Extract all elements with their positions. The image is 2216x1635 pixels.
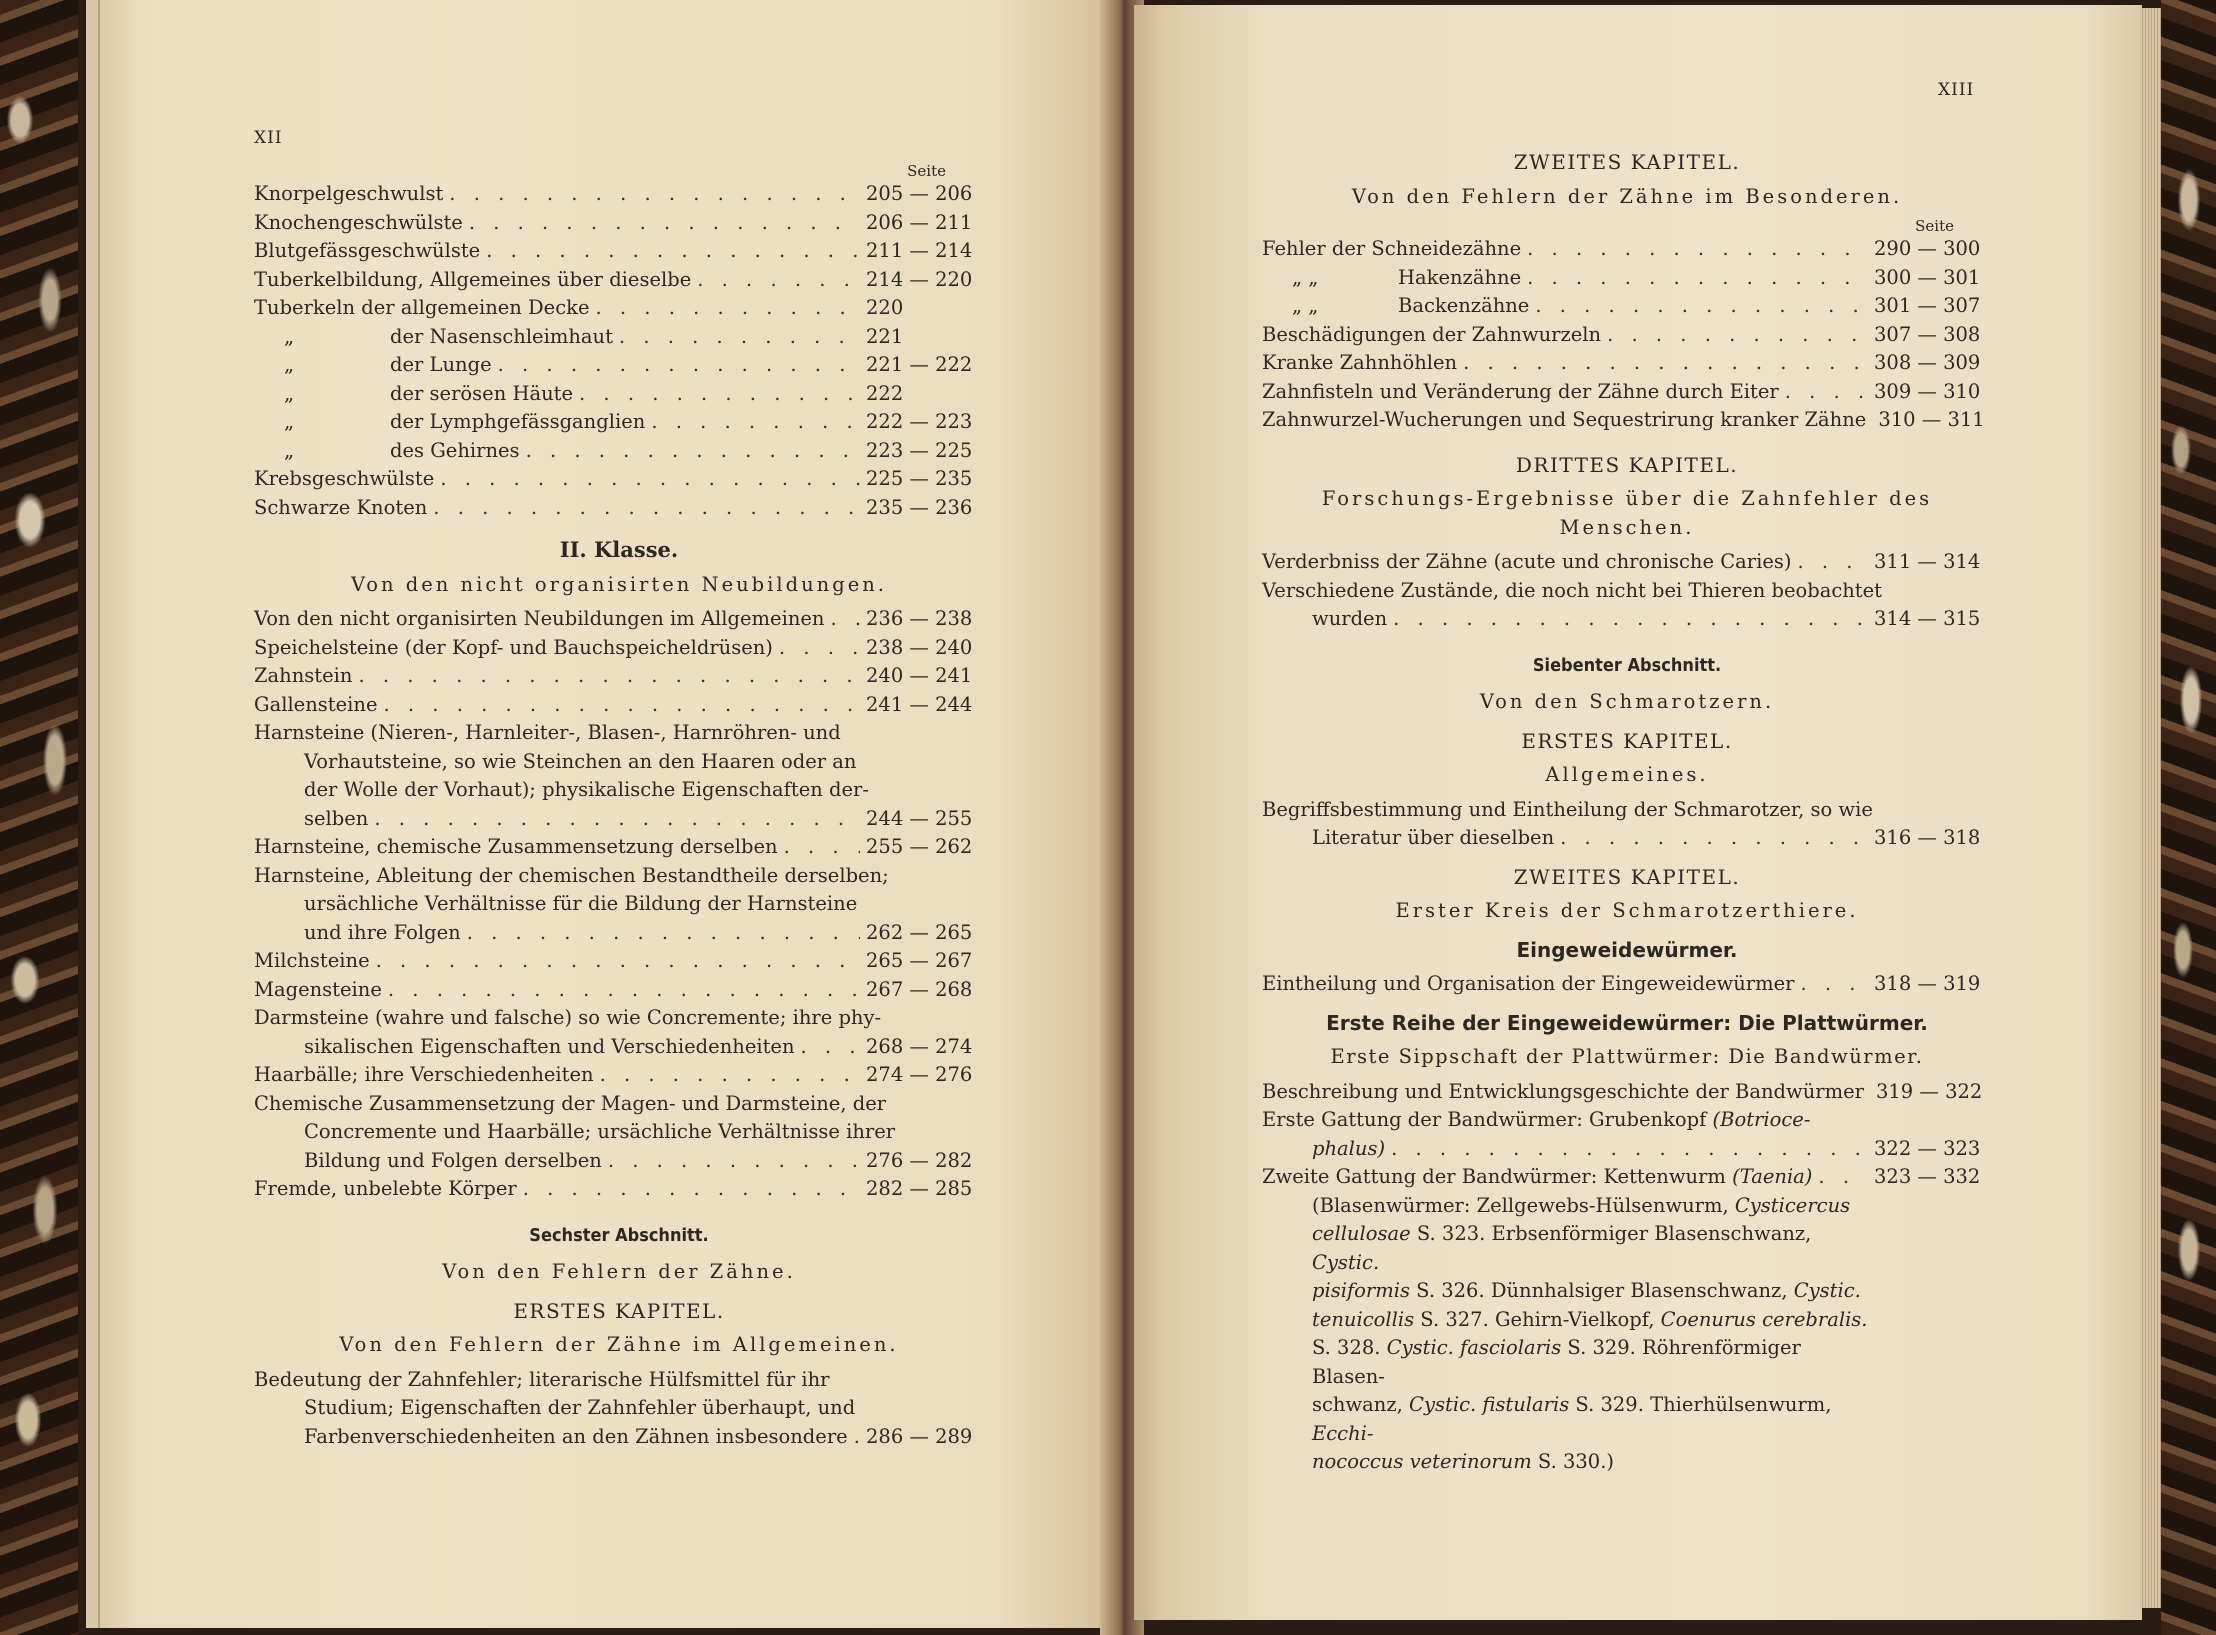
- entry-line: Bedeutung der Zahnfehler; literarische Hülfsmittel für ihr: [254, 1367, 830, 1391]
- text-plain: S. 329. Thierhülsenwurm,: [1569, 1393, 1832, 1416]
- entry-text: der Nasenschleimhaut: [390, 324, 613, 348]
- entry-italic: phalus): [1312, 1136, 1386, 1160]
- page-range: 222 — 223: [866, 410, 973, 433]
- leader-dots: [779, 634, 860, 663]
- ditto-mark: „: [284, 353, 295, 376]
- leader-dots: [608, 1147, 860, 1176]
- entry-line: und ihre Folgen: [304, 920, 461, 944]
- class-heading: II. Klasse.: [559, 537, 679, 562]
- toc-entry: [254, 351, 984, 380]
- series-heading: Erste Reihe der Eingeweidewürmer: Die Plattwürmer.: [1326, 1010, 1928, 1035]
- family-heading: Erste Sippschaft der Plattwürmer: Die Bandwürmer.: [1330, 1045, 1924, 1068]
- text-plain: S. 323. Erbsenförmiger Blasenschwanz,: [1410, 1222, 1812, 1245]
- toc-entry: [1262, 406, 1992, 435]
- leader-dots: [830, 605, 860, 634]
- circle-heading: Erster Kreis der Schmarotzerthiere.: [1395, 899, 1859, 922]
- entry-text: Beschreibung und Entwicklungsgeschichte der Bandwürmer: [1262, 1079, 1864, 1103]
- text-italic: nococcus veterinorum: [1312, 1450, 1532, 1473]
- entry-text: Hakenzähne: [1398, 265, 1522, 289]
- entry-text: Knorpelgeschwulst: [254, 182, 444, 205]
- entry-text: der Lymphgefässganglien: [390, 410, 646, 433]
- leader-dots: [854, 1423, 860, 1452]
- page-range: 319 — 322: [1875, 1079, 1983, 1103]
- toc-entry-harnsteine-1: [254, 719, 984, 833]
- text-plain: S. 326. Dünnhalsiger Blasenschwanz,: [1409, 1279, 1794, 1302]
- leader-dots: [1391, 1135, 1868, 1164]
- leader-dots: [486, 237, 860, 266]
- text-plain: S. 327. Gehirn-Vielkopf,: [1414, 1307, 1661, 1331]
- toc-entry-eintheilung: [1262, 970, 1992, 999]
- toc-entry-harnsteine-2: [254, 833, 984, 862]
- leader-dots: [523, 1175, 860, 1204]
- leader-dots: [433, 494, 860, 523]
- page-range: 274 — 276: [866, 1063, 973, 1086]
- entry-text: Fremde, unbelebte Körper: [254, 1177, 517, 1200]
- entry-text: Haarbälle; ihre Verschiedenheiten: [254, 1063, 594, 1086]
- page-range: 240 — 241: [866, 664, 973, 687]
- page-edges: [2140, 8, 2162, 1608]
- toc-entry-bedeutung: [254, 1366, 984, 1452]
- leader-dots: [1393, 605, 1868, 634]
- leader-dots: [1527, 235, 1868, 264]
- section-heading: Sechster Abschnitt.: [529, 1224, 709, 1246]
- toc-entry: [254, 494, 984, 523]
- entry-text: Magensteine: [254, 977, 382, 1001]
- page-range: 220: [866, 296, 904, 319]
- leader-dots: [469, 209, 860, 238]
- entry-text: Fehler der Schneidezähne: [1262, 237, 1522, 260]
- page-range: 265 — 267: [866, 949, 973, 972]
- leader-dots: [1800, 970, 1868, 999]
- seite-label: Seite: [1915, 217, 1954, 235]
- entry-text: der serösen Häute: [390, 381, 574, 405]
- entry-text: Zweite Gattung der Bandwürmer: Kettenwurm: [1262, 1165, 1733, 1188]
- text-italic: Cystic.: [1312, 1250, 1380, 1274]
- page-range: 238 — 240: [866, 635, 973, 659]
- entry-text: Gallensteine: [254, 692, 378, 716]
- page-range: 307 — 308: [1874, 322, 1981, 346]
- entry-line: Vorhautsteine, so wie Steinchen an den Haaren oder an: [304, 749, 857, 773]
- entry-text: Schwarze Knoten: [254, 495, 428, 519]
- toc-entry-fremde: [254, 1175, 984, 1204]
- entry-text: Blutgefässgeschwülste: [254, 239, 481, 262]
- toc-entry-harnsteine-3: [254, 862, 984, 948]
- page-range: 290 — 300: [1874, 237, 1981, 260]
- chapter-subheading: Menschen.: [1559, 515, 1695, 539]
- ditto-mark: „ „: [1292, 294, 1319, 317]
- entry-line: Farbenverschiedenheiten an den Zähnen insbesondere: [304, 1424, 848, 1448]
- toc-entry: [254, 266, 984, 295]
- toc-entry: [254, 437, 984, 466]
- entry-line: Chemische Zusammensetzung der Magen- und Darmsteine, der: [254, 1091, 887, 1115]
- seite-label: Seite: [907, 162, 946, 180]
- leader-dots: [1463, 349, 1868, 378]
- entry-text: Zahnwurzel-Wucherungen und Sequestrirung kranker Zähne: [1262, 408, 1867, 431]
- entry-text: Milchsteine: [254, 949, 370, 972]
- leader-dots: [1560, 824, 1868, 853]
- ditto-mark: „ „: [1292, 265, 1319, 289]
- page-range: 314 — 315: [1874, 607, 1981, 630]
- entry-text: Harnsteine, chemische Zusammensetzung derselben: [254, 835, 778, 858]
- leader-dots: [440, 465, 860, 494]
- marbled-binding-left: [0, 0, 78, 1635]
- entry-line: Studium; Eigenschaften der Zahnfehler überhaupt, und: [304, 1396, 856, 1419]
- chapter-subheading: Von den Fehlern der Zähne im Allgemeinen.: [339, 1333, 899, 1356]
- ditto-mark: „: [284, 410, 295, 433]
- leader-dots: [384, 691, 861, 720]
- page-range: 318 — 319: [1874, 972, 1981, 995]
- entry-line: Darmsteine (wahre und falsche) so wie Concremente; ihre phy-: [254, 1006, 882, 1029]
- right-toc-column: [1262, 70, 1992, 1477]
- entry-line: Verschiedene Zustände, die noch nicht bei Thieren beobachtet: [1262, 578, 1883, 602]
- section-subheading: Von den Fehlern der Zähne.: [442, 1260, 796, 1283]
- ditto-mark: „: [284, 324, 295, 348]
- leader-dots: [1818, 1163, 1868, 1192]
- text-plain: S. 328.: [1312, 1336, 1387, 1359]
- class-subheading: Von den nicht organisirten Neubildungen.: [350, 572, 888, 596]
- page-range: 323 — 332: [1874, 1165, 1981, 1188]
- toc-entry: [1262, 292, 1992, 321]
- page-range: 310 — 311: [1878, 408, 1985, 431]
- right-page-number: XIII: [1938, 80, 1975, 100]
- toc-entry: [254, 662, 984, 691]
- toc-entry: [254, 691, 984, 720]
- page-range: 214 — 220: [866, 267, 973, 291]
- toc-entry: [254, 408, 984, 437]
- entry-text: Verderbniss der Zähne (acute und chronische Caries): [1262, 550, 1792, 573]
- toc-entry-erste-gattung: [1262, 1106, 1992, 1163]
- section-heading: Siebenter Abschnitt.: [1532, 654, 1722, 676]
- leader-dots: [651, 408, 860, 437]
- page-range: 276 — 282: [866, 1148, 973, 1172]
- leader-dots: [619, 323, 860, 352]
- left-toc-column: [254, 122, 984, 1451]
- entry-text: Tuberkelbildung, Allgemeines über dieselbe: [254, 267, 692, 291]
- entry-text: Krebsgeschwülste: [254, 467, 435, 490]
- toc-entry-chemische: [254, 1090, 984, 1176]
- toc-entry: [254, 180, 984, 209]
- page-range: 301 — 307: [1874, 294, 1981, 317]
- leader-dots: [467, 919, 860, 948]
- text-italic: Cystic. fasciolaris: [1386, 1336, 1562, 1359]
- leader-dots: [449, 180, 860, 209]
- text-italic: pisiformis: [1312, 1279, 1410, 1302]
- chapter-heading: DRITTES KAPITEL.: [1515, 452, 1739, 477]
- group-heading: Eingeweidewürmer.: [1516, 937, 1738, 962]
- page-range: 236 — 238: [866, 607, 973, 630]
- page-range: 311 — 314: [1874, 550, 1981, 573]
- text-italic: Cystic. fistularis: [1409, 1393, 1570, 1416]
- page-range: 235 — 236: [866, 495, 973, 519]
- entry-italic: (Botrioce-: [1712, 1108, 1811, 1131]
- page-range: 222: [866, 381, 904, 405]
- page-range: 221: [866, 324, 904, 348]
- leader-dots: [498, 351, 860, 380]
- toc-entry-begriff: [1262, 796, 1992, 853]
- leader-dots: [1797, 548, 1868, 577]
- entry-line: selben: [304, 806, 369, 830]
- chapter-subheading: Allgemeines.: [1545, 763, 1709, 786]
- page-range: 268 — 274: [866, 1034, 973, 1058]
- toc-entry: [254, 947, 984, 976]
- page-range: 241 — 244: [866, 692, 973, 716]
- toc-entry-zweite-gattung: [1262, 1163, 1992, 1192]
- page-range: 308 — 309: [1874, 351, 1981, 374]
- page-range: 211 — 214: [866, 239, 973, 262]
- entry-text: Eintheilung und Organisation der Eingeweidewürmer: [1262, 972, 1795, 995]
- page-range: 309 — 310: [1874, 379, 1981, 403]
- toc-entry: [1262, 349, 1992, 378]
- entry-italic: (Taenia): [1732, 1165, 1813, 1188]
- toc-entry-verschiedene: [1262, 577, 1992, 634]
- leader-dots: [1607, 321, 1868, 350]
- entry-text: der Lunge: [390, 353, 492, 376]
- toc-entry: [254, 323, 984, 352]
- toc-entry-verderbniss: [1262, 548, 1992, 577]
- entry-line: Bildung und Folgen derselben: [304, 1148, 602, 1172]
- toc-entry: [254, 465, 984, 494]
- page-range: 221 — 222: [866, 353, 973, 376]
- entry-line: wurden: [1312, 607, 1388, 630]
- entry-line: Erste Gattung der Bandwürmer: Grubenkopf: [1262, 1108, 1713, 1131]
- toc-entry: [1262, 235, 1992, 264]
- entry-text: Von den nicht organisirten Neubildungen im Allgemeinen: [254, 607, 825, 630]
- entry-text: Speichelsteine (der Kopf- und Bauchspeicheldrüsen): [254, 635, 773, 659]
- toc-entry: [254, 237, 984, 266]
- text-italic: tenuicollis: [1312, 1307, 1415, 1331]
- toc-entry: [1262, 321, 1992, 350]
- entry-text: Tuberkeln der allgemeinen Decke: [254, 296, 590, 319]
- entry-line: ursächliche Verhältnisse für die Bildung der Harnsteine: [304, 892, 858, 915]
- page-range: 262 — 265: [866, 920, 973, 944]
- entry-text: Zahnfisteln und Veränderung der Zähne durch Eiter: [1262, 379, 1779, 403]
- page-range: 322 — 323: [1874, 1136, 1981, 1160]
- page-range: 316 — 318: [1874, 826, 1981, 849]
- toc-entry: [1262, 378, 1992, 407]
- blasenwurmer-block: [1262, 1192, 1992, 1477]
- leader-dots: [376, 947, 860, 976]
- leader-dots: [784, 833, 860, 862]
- leader-dots: [374, 805, 860, 834]
- leader-dots: [1535, 292, 1868, 321]
- page-range: 300 — 301: [1874, 265, 1981, 289]
- leader-dots: [358, 662, 860, 691]
- toc-entry-haarballe: [254, 1061, 984, 1090]
- leader-dots: [596, 294, 861, 323]
- entry-line: Harnsteine (Nieren-, Harnleiter-, Blasen-, Harnröhren- und: [254, 721, 841, 744]
- entry-text: des Gehirnes: [390, 438, 520, 462]
- entry-line: Begriffsbestimmung und Eintheilung der Schmarotzer, so wie: [1262, 797, 1873, 821]
- toc-entry: [254, 605, 984, 634]
- entry-text: Beschädigungen der Zahnwurzeln: [1262, 322, 1602, 346]
- text-plain: schwanz,: [1312, 1393, 1410, 1416]
- entry-text: Backenzähne: [1398, 294, 1530, 317]
- chapter-subheading: Forschungs-Ergebnisse über die Zahnfehler des: [1321, 487, 1933, 510]
- entry-text: Zahnstein: [254, 664, 353, 687]
- chapter-heading: ZWEITES KAPITEL.: [1513, 150, 1741, 174]
- leader-dots: [697, 266, 860, 295]
- text-italic: Ecchi-: [1312, 1421, 1374, 1445]
- text-italic: cellulosae: [1312, 1222, 1411, 1245]
- entry-line: Concremente und Haarbälle; ursächliche Verhältnisse ihrer: [304, 1120, 896, 1143]
- page-range: 267 — 268: [866, 977, 973, 1001]
- ditto-mark: „: [284, 381, 295, 405]
- entry-line: der Wolle der Vorhaut); physikalische Eigenschaften der-: [304, 778, 869, 801]
- toc-entry: [254, 209, 984, 238]
- chapter-subheading: Von den Fehlern der Zähne im Besonderen.: [1351, 184, 1903, 208]
- page-range: 244 — 255: [866, 806, 973, 830]
- left-page-number: XII: [254, 128, 283, 148]
- text-plain: S. 330.): [1531, 1450, 1615, 1473]
- entry-line: sikalischen Eigenschaften und Verschiedenheiten: [304, 1034, 795, 1058]
- section-subheading: Von den Schmarotzern.: [1479, 690, 1775, 713]
- text-italic: Cystic.: [1793, 1279, 1861, 1302]
- toc-entry: [1262, 264, 1992, 293]
- text-plain: S. 329. Röhrenförmiger Blasen-: [1312, 1336, 1801, 1388]
- leader-dots: [1785, 378, 1868, 407]
- leader-dots: [801, 1033, 860, 1062]
- text-italic: Cysticercus: [1734, 1193, 1851, 1217]
- chapter-heading: ERSTES KAPITEL.: [513, 1298, 725, 1323]
- leader-dots: [1527, 264, 1868, 293]
- marbled-binding-right: [2161, 0, 2216, 1635]
- leader-dots: [388, 976, 860, 1005]
- toc-entry: [254, 634, 984, 663]
- entry-line: Harnsteine, Ableitung der chemischen Bestandtheile derselben;: [254, 863, 889, 887]
- page-range: 223 — 225: [866, 438, 973, 462]
- page-range: 205 — 206: [866, 182, 973, 205]
- chapter-heading: ERSTES KAPITEL.: [1521, 728, 1733, 753]
- text-italic: Coenurus cerebralis.: [1660, 1307, 1868, 1331]
- page-range: 286 — 289: [866, 1424, 973, 1448]
- text-plain: (Blasenwürmer: Zellgewebs-Hülsenwurm,: [1312, 1193, 1735, 1217]
- leader-dots: [526, 437, 860, 466]
- toc-entry: [254, 976, 984, 1005]
- leader-dots: [579, 380, 860, 409]
- chapter-heading: ZWEITES KAPITEL.: [1513, 864, 1741, 889]
- toc-entry-darmsteine: [254, 1004, 984, 1061]
- page-range: 282 — 285: [866, 1177, 973, 1200]
- page-range: 206 — 211: [866, 210, 973, 234]
- toc-entry: [254, 294, 984, 323]
- entry-line: Literatur über dieselben: [1312, 826, 1555, 849]
- entry-text: Kranke Zahnhöhlen: [1262, 351, 1458, 374]
- entry-text: Knochengeschwülste: [254, 210, 463, 234]
- page-range: 255 — 262: [866, 835, 973, 858]
- leader-dots: [600, 1061, 860, 1090]
- toc-entry-beschreibung: [1262, 1078, 1992, 1107]
- page-range: 225 — 235: [866, 467, 973, 490]
- toc-entry: [254, 380, 984, 409]
- ditto-mark: „: [284, 438, 295, 462]
